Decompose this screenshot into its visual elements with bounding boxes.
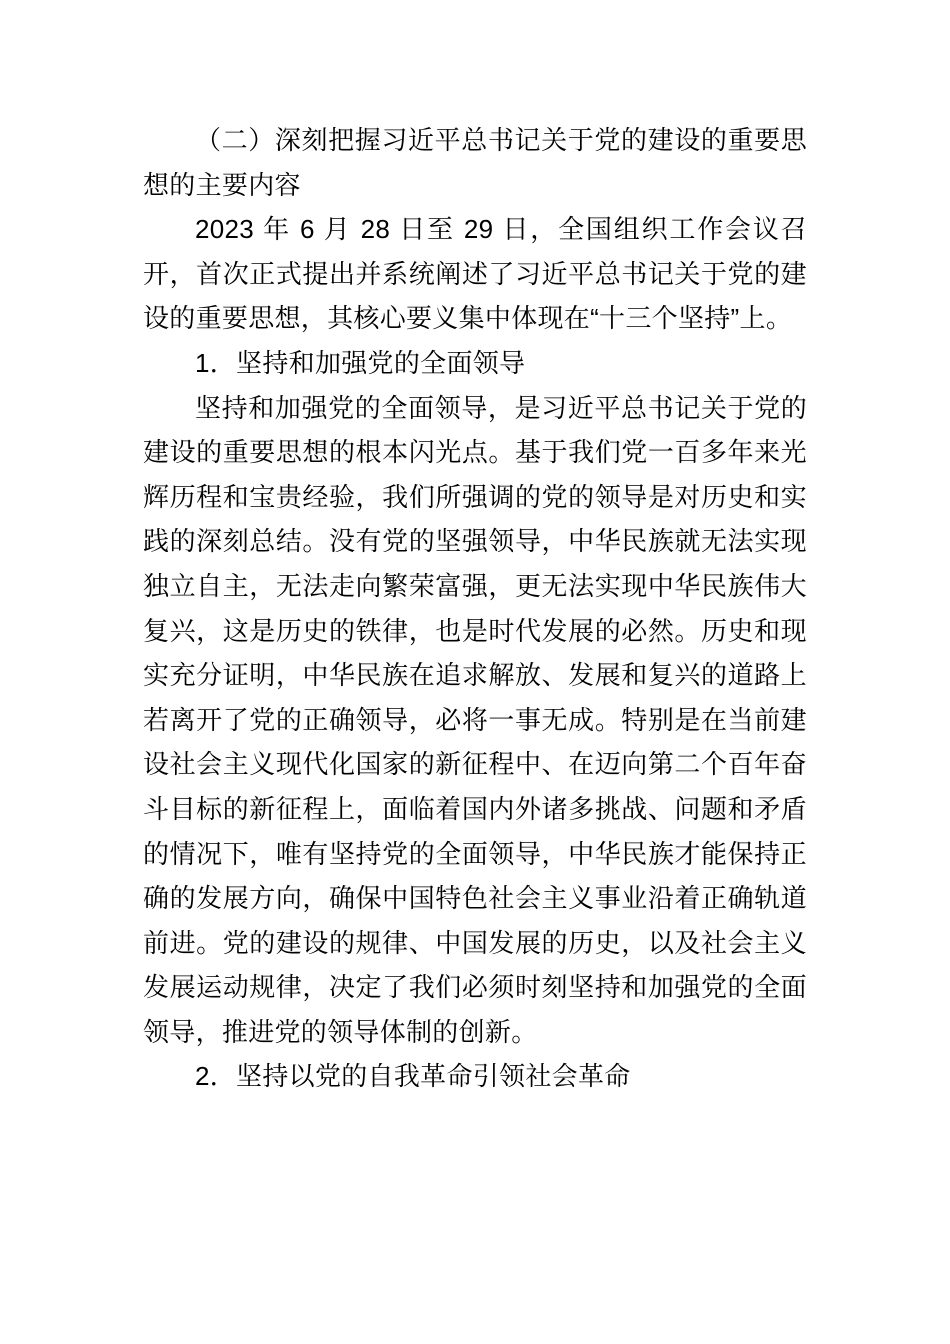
heading-point-1: 1．坚持和加强党的全面领导 [195, 347, 526, 378]
section-heading: （二）深刻把握习近平总书记关于党的建设的重要思想的主要内容 [143, 125, 807, 200]
heading-point-2: 2．坚持以党的自我革命引领社会革命 [195, 1061, 631, 1092]
paragraph-meeting-intro: 2023 年 6 月 28 日至 29 日，全国组织工作会议召开，首次正式提出并系统阐述了习近平总书记关于党的建设的重要思想，其核心要义集中体现在“十三个坚持”上。 [143, 214, 807, 334]
document-content [143, 118, 807, 1099]
paragraph-point-1-body: 坚持和加强党的全面领导，是习近平总书记关于党的建设的重要思想的根本闪光点。基于我们党一百多年来光辉历程和宝贵经验，我们所强调的党的领导是对历史和实践的深刻总结。没有党的坚强领导，中华民族就无法实现独立自主，无法走向繁荣富强，更无法实现中华民族伟大复兴，这是历史的铁律，也是时代发展的必然。历史和现实充分证明，中华民族在追求解放、发展和复兴的道路上若离开了党的正确领导，必将一事无成。特别是在当前建设社会主义现代化国家的新征程中、在迈向第二个百年奋斗目标的新征程上，面临着国内外诸多挑战、问题和矛盾的情况下，唯有坚持党的全面领导，中华民族才能保持正确的发展方向，确保中国特色社会主义事业沿着正确轨道前进。党的建设的规律、中国发展的历史，以及社会主义发展运动规律，决定了我们必须时刻坚持和加强党的全面领导，推进党的领导体制的创新。 [143, 392, 807, 1047]
